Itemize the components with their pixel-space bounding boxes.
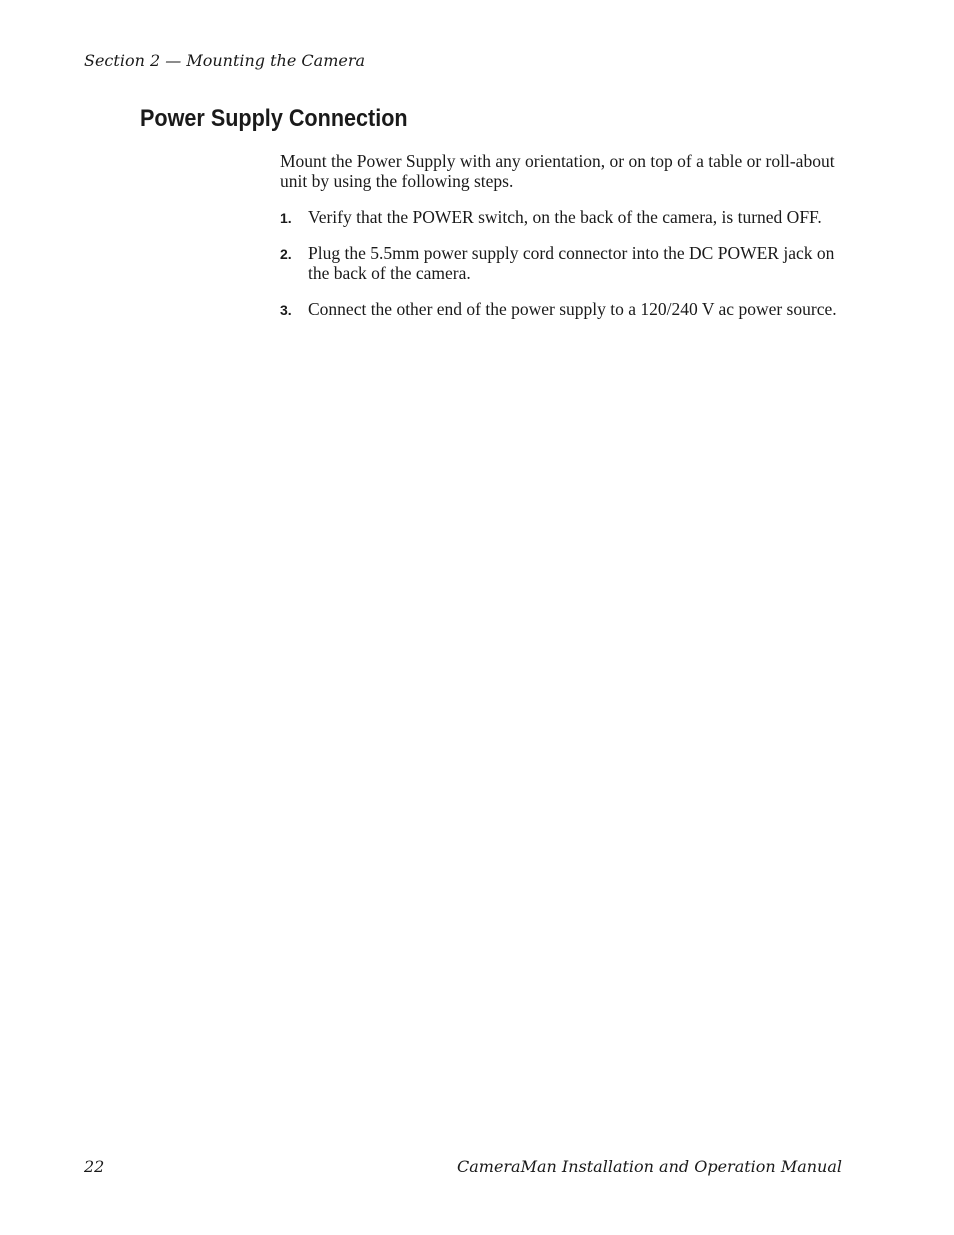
step-text: Verify that the POWER switch, on the back of the camera, is turned OFF.: [308, 207, 822, 227]
step-number: 2.: [280, 246, 292, 262]
manual-title: CameraMan Installation and Operation Manual: [456, 1157, 842, 1176]
running-header: Section 2 — Mounting the Camera: [84, 51, 366, 70]
page-number: 22: [84, 1157, 105, 1176]
steps-list: [280, 207, 850, 335]
intro-paragraph: Mount the Power Supply with any orientation, or on top of a table or roll-about unit by using the following steps.: [280, 151, 835, 191]
step-text: Plug the 5.5mm power supply cord connector into the DC POWER jack on the back of the camera.: [308, 243, 835, 283]
list-item: [280, 207, 850, 227]
section-heading: Power Supply Connection: [140, 105, 408, 132]
list-item: [280, 243, 850, 283]
step-text: Connect the other end of the power supply to a 120/240 V ac power source.: [308, 299, 837, 319]
list-item: [280, 299, 850, 319]
step-number: 3.: [280, 302, 292, 318]
step-number: 1.: [280, 210, 292, 226]
